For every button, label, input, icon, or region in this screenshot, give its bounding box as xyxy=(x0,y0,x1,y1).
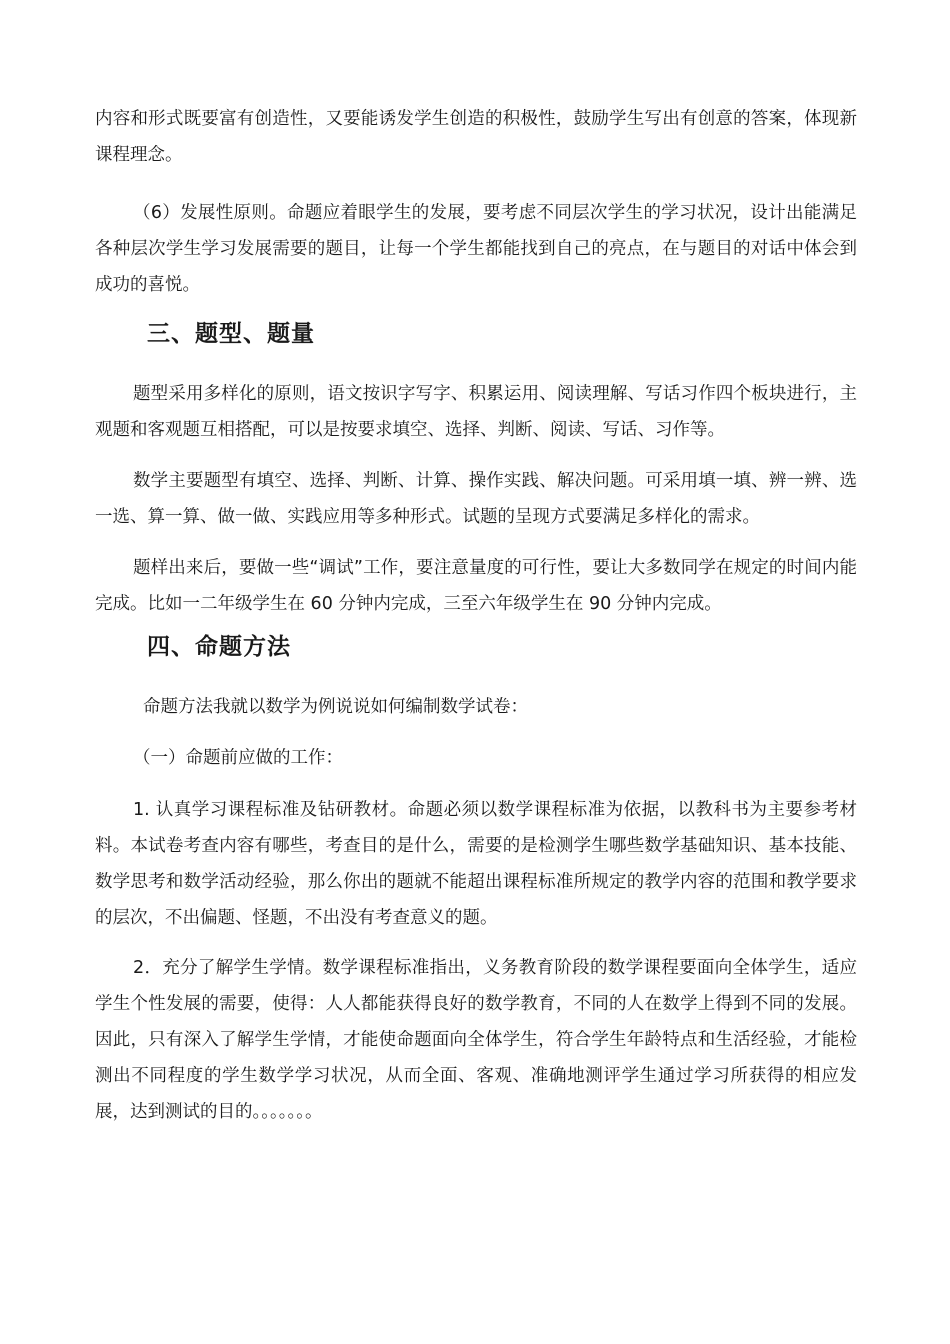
paragraph-methods-intro: 命题方法我就以数学为例说说如何编制数学试卷： xyxy=(143,697,528,717)
paragraph-creativity-continued: 内容和形式既要富有创造性，又要能诱发学生创造的积极性，鼓励学生写出有创意的答案，体现新课程理念。 xyxy=(95,109,857,165)
paragraph-principle-6: （6）发展性原则。命题应着眼学生的发展，要考虑不同层次学生的学习状况，设计出能满足各种层次学生学习发展需要的题目，让每一个学生都能找到自己的亮点，在与题目的对话中体会到成功的喜悦。 xyxy=(95,203,857,295)
heading-question-types: 三、题型、题量 xyxy=(147,321,315,347)
paragraph-chinese-types: 题型采用多样化的原则，语文按识字写字、积累运用、阅读理解、写话习作四个板块进行，主观题和客观题互相搭配，可以是按要求填空、选择、判断、阅读、写话、习作等。 xyxy=(95,384,857,440)
paragraph-debugging: 题样出来后，要做一些“调试”工作，要注意量度的可行性，要让大多数同学在规定的时间内能完成。比如一二年级学生在 60 分钟内完成，三至六年级学生在 90 分钟内完成。 xyxy=(95,558,857,614)
paragraph-prework-title: （一）命题前应做的工作： xyxy=(133,748,343,768)
paragraph-item-2: 2．充分了解学生学情。数学课程标准指出，义务教育阶段的数学课程要面向全体学生，适应学生个性发展的需要，使得：人人都能获得良好的数学教育，不同的人在数学上得到不同的发展。因此，只有深入了解学生学情，才能使命题面向全体学生，符合学生年龄特点和生活经验，才能检测出不同程度的学生数学学习状况，从而全面、客观、准确地测评学生通过学习所获得的相应发展，达到测试的目的。。。。。。。 xyxy=(95,958,857,1122)
paragraph-math-types: 数学主要题型有填空、选择、判断、计算、操作实践、解决问题。可采用填一填、辨一辨、选一选、算一算、做一做、实践应用等多种形式。试题的呈现方式要满足多样化的需求。 xyxy=(95,471,857,527)
paragraph-item-1: 1. 认真学习课程标准及钻研教材。命题必须以数学课程标准为依据，以教科书为主要参考材料。本试卷考查内容有哪些，考查目的是什么，需要的是检测学生哪些数学基础知识、基本技能、数学思考和数学活动经验，那么你出的题就不能超出课程标准所规定的教学内容的范围和教学要求的层次，不出偏题、怪题，不出没有考查意义的题。 xyxy=(95,800,857,928)
heading-methods: 四、命题方法 xyxy=(147,634,291,660)
